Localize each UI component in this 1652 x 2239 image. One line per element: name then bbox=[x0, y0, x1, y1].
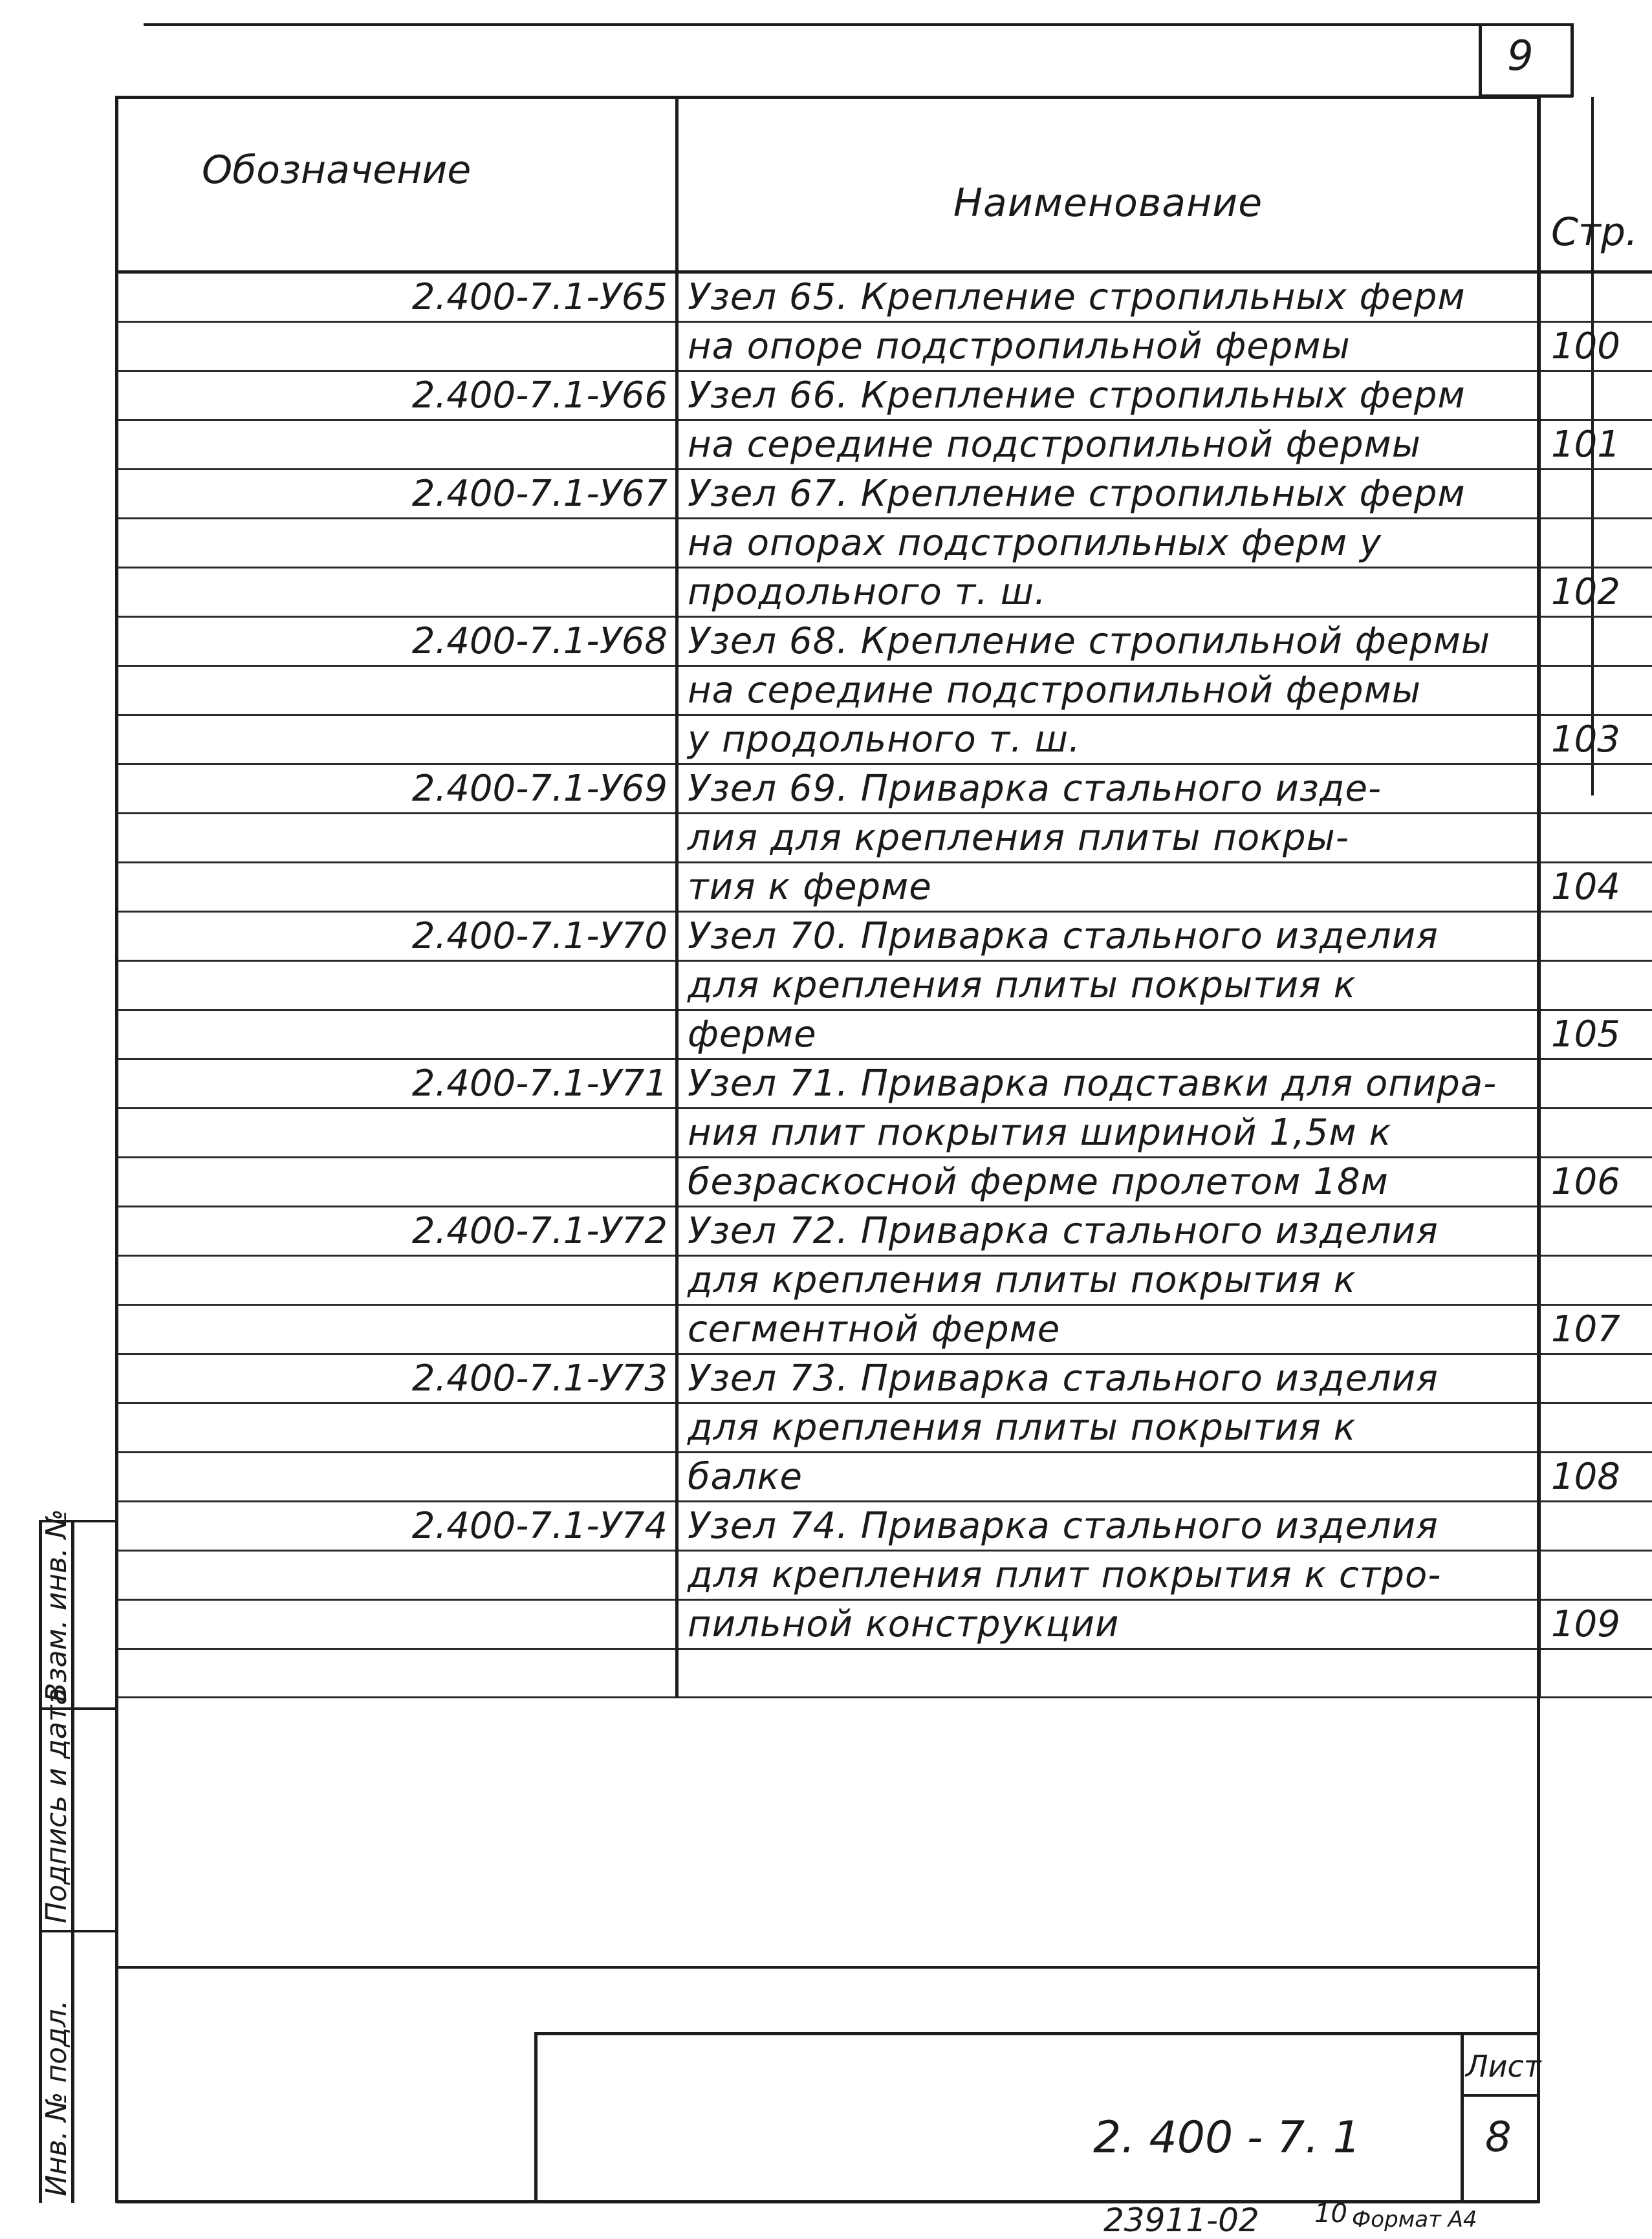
format-label: Формат А4 bbox=[1352, 2207, 1477, 2233]
sheet-number: 8 bbox=[1485, 2114, 1512, 2161]
table-row bbox=[118, 371, 1652, 420]
row-designation: 2.400-7.1-У72 bbox=[118, 1207, 677, 1256]
table-row bbox=[118, 272, 1652, 322]
table-row bbox=[118, 1305, 1652, 1354]
row-designation bbox=[118, 666, 677, 715]
archive-number: 23911-02 bbox=[1103, 2201, 1259, 2239]
side-strip-divider-2 bbox=[39, 1930, 118, 1932]
table-row bbox=[118, 1649, 1652, 1698]
table-row bbox=[118, 470, 1652, 519]
row-page: 101 bbox=[1539, 420, 1652, 470]
row-designation: 2.400-7.1-У66 bbox=[118, 371, 677, 420]
top-border bbox=[144, 23, 1573, 26]
table-row bbox=[118, 1010, 1652, 1059]
row-page: 103 bbox=[1539, 715, 1652, 764]
row-name: для крепления плиты покрытия к bbox=[677, 1256, 1539, 1305]
row-page bbox=[1539, 814, 1652, 863]
row-name: Узел 67. Крепление стропильных ферм bbox=[677, 470, 1539, 519]
table-row bbox=[118, 322, 1652, 371]
page-number: 9 bbox=[1507, 32, 1534, 80]
table-row bbox=[118, 764, 1652, 814]
right-outer-border bbox=[1570, 23, 1574, 97]
row-designation bbox=[118, 1305, 677, 1354]
table-row bbox=[118, 1158, 1652, 1207]
row-name: сегментной ферме bbox=[677, 1305, 1539, 1354]
header-page: Стр. bbox=[1539, 97, 1652, 272]
row-page bbox=[1539, 1256, 1652, 1305]
row-designation bbox=[118, 1158, 677, 1207]
row-name: на опорах подстропильных ферм у bbox=[677, 519, 1539, 568]
header-name: Наименование bbox=[677, 97, 1539, 272]
contents-table bbox=[118, 97, 1652, 1698]
row-designation bbox=[118, 1403, 677, 1453]
table-row bbox=[118, 519, 1652, 568]
row-page: 107 bbox=[1539, 1305, 1652, 1354]
sheet-box-divider bbox=[1461, 2094, 1539, 2097]
row-name: Узел 65. Крепление стропильных ферм bbox=[677, 272, 1539, 322]
row-designation bbox=[118, 814, 677, 863]
row-page: 100 bbox=[1539, 322, 1652, 371]
table-row bbox=[118, 1256, 1652, 1305]
row-designation bbox=[118, 1109, 677, 1158]
row-page: 104 bbox=[1539, 863, 1652, 912]
row-designation bbox=[118, 715, 677, 764]
row-page: 106 bbox=[1539, 1158, 1652, 1207]
row-page bbox=[1539, 1354, 1652, 1403]
row-name: Узел 70. Приварка стального изделия bbox=[677, 912, 1539, 961]
row-page bbox=[1539, 1502, 1652, 1551]
row-page bbox=[1539, 1109, 1652, 1158]
row-name: Узел 66. Крепление стропильных ферм bbox=[677, 371, 1539, 420]
row-name: Узел 71. Приварка подставки для опира- bbox=[677, 1059, 1539, 1109]
row-designation bbox=[118, 322, 677, 371]
table-row bbox=[118, 666, 1652, 715]
table-row bbox=[118, 863, 1652, 912]
row-designation bbox=[118, 1649, 677, 1698]
copy-number: 10 bbox=[1314, 2199, 1347, 2229]
table-row bbox=[118, 1109, 1652, 1158]
table-row bbox=[118, 568, 1652, 617]
row-name: на опоре подстропильной фермы bbox=[677, 322, 1539, 371]
row-designation bbox=[118, 863, 677, 912]
row-designation bbox=[118, 1256, 677, 1305]
table-row bbox=[118, 814, 1652, 863]
row-name: Узел 73. Приварка стального изделия bbox=[677, 1354, 1539, 1403]
row-page bbox=[1539, 371, 1652, 420]
row-page: 105 bbox=[1539, 1010, 1652, 1059]
table-row bbox=[118, 1502, 1652, 1551]
table-row bbox=[118, 420, 1652, 470]
row-name: пильной конструкции bbox=[677, 1600, 1539, 1649]
document-code: 2. 400 - 7. 1 bbox=[1093, 2112, 1361, 2163]
row-name: у продольного т. ш. bbox=[677, 715, 1539, 764]
table-row bbox=[118, 1354, 1652, 1403]
row-name: ферме bbox=[677, 1010, 1539, 1059]
page-number-box-left bbox=[1479, 23, 1482, 97]
row-page bbox=[1539, 470, 1652, 519]
row-designation: 2.400-7.1-У73 bbox=[118, 1354, 677, 1403]
side-label-inv-orig: Инв. № подл. bbox=[40, 2000, 73, 2196]
row-name: продольного т. ш. bbox=[677, 568, 1539, 617]
table-row bbox=[118, 1453, 1652, 1502]
row-designation bbox=[118, 1010, 677, 1059]
row-name: Узел 69. Приварка стального изде- bbox=[677, 764, 1539, 814]
row-name: Узел 72. Приварка стального изделия bbox=[677, 1207, 1539, 1256]
sheet-box-left bbox=[1461, 2032, 1464, 2203]
row-page: 109 bbox=[1539, 1600, 1652, 1649]
sheet-label: Лист bbox=[1466, 2049, 1541, 2084]
row-designation: 2.400-7.1-У74 bbox=[118, 1502, 677, 1551]
table-row bbox=[118, 617, 1652, 666]
row-designation bbox=[118, 1551, 677, 1600]
row-designation: 2.400-7.1-У69 bbox=[118, 764, 677, 814]
row-designation: 2.400-7.1-У68 bbox=[118, 617, 677, 666]
table-row bbox=[118, 1403, 1652, 1453]
row-name: безраскосной ферме пролетом 18м bbox=[677, 1158, 1539, 1207]
row-page bbox=[1539, 272, 1652, 322]
row-name: для крепления плиты покрытия к bbox=[677, 1403, 1539, 1453]
row-designation bbox=[118, 519, 677, 568]
table-row bbox=[118, 715, 1652, 764]
row-designation: 2.400-7.1-У71 bbox=[118, 1059, 677, 1109]
row-designation bbox=[118, 1453, 677, 1502]
table-row bbox=[118, 961, 1652, 1010]
row-name bbox=[677, 1649, 1539, 1698]
row-page bbox=[1539, 1059, 1652, 1109]
row-designation: 2.400-7.1-У65 bbox=[118, 272, 677, 322]
table-header-row bbox=[118, 97, 1652, 272]
row-designation: 2.400-7.1-У67 bbox=[118, 470, 677, 519]
row-name: для крепления плит покрытия к стро- bbox=[677, 1551, 1539, 1600]
row-name: на середине подстропильной фермы bbox=[677, 420, 1539, 470]
table-row bbox=[118, 1551, 1652, 1600]
row-page bbox=[1539, 912, 1652, 961]
row-name: балке bbox=[677, 1453, 1539, 1502]
stamp-separator bbox=[116, 1966, 1539, 1969]
row-name: Узел 74. Приварка стального изделия bbox=[677, 1502, 1539, 1551]
row-name: Узел 68. Крепление стропильной фермы bbox=[677, 617, 1539, 666]
row-page bbox=[1539, 617, 1652, 666]
row-page bbox=[1539, 1403, 1652, 1453]
row-page bbox=[1539, 1551, 1652, 1600]
row-page bbox=[1539, 961, 1652, 1010]
row-designation: 2.400-7.1-У70 bbox=[118, 912, 677, 961]
table-row bbox=[118, 912, 1652, 961]
row-name: на середине подстропильной фермы bbox=[677, 666, 1539, 715]
row-designation bbox=[118, 568, 677, 617]
row-page: 108 bbox=[1539, 1453, 1652, 1502]
row-page bbox=[1539, 666, 1652, 715]
row-page bbox=[1539, 764, 1652, 814]
row-page: 102 bbox=[1539, 568, 1652, 617]
row-page bbox=[1539, 519, 1652, 568]
row-name: ния плит покрытия шириной 1,5м к bbox=[677, 1109, 1539, 1158]
row-name: лия для крепления плиты покры- bbox=[677, 814, 1539, 863]
header-designation: Обозначение bbox=[118, 97, 677, 272]
row-designation bbox=[118, 961, 677, 1010]
side-label-replace-inv: Взам. инв. № bbox=[40, 1509, 73, 1702]
row-page bbox=[1539, 1207, 1652, 1256]
table-row bbox=[118, 1600, 1652, 1649]
side-label-sign-date: Подпись и дата bbox=[40, 1688, 73, 1923]
table-row bbox=[118, 1207, 1652, 1256]
stamp-left bbox=[534, 2032, 538, 2203]
row-designation bbox=[118, 420, 677, 470]
row-name: для крепления плиты покрытия к bbox=[677, 961, 1539, 1010]
row-name: тия к ферме bbox=[677, 863, 1539, 912]
row-page bbox=[1539, 1649, 1652, 1698]
row-designation bbox=[118, 1600, 677, 1649]
table-row bbox=[118, 1059, 1652, 1109]
stamp-top bbox=[534, 2032, 1539, 2035]
